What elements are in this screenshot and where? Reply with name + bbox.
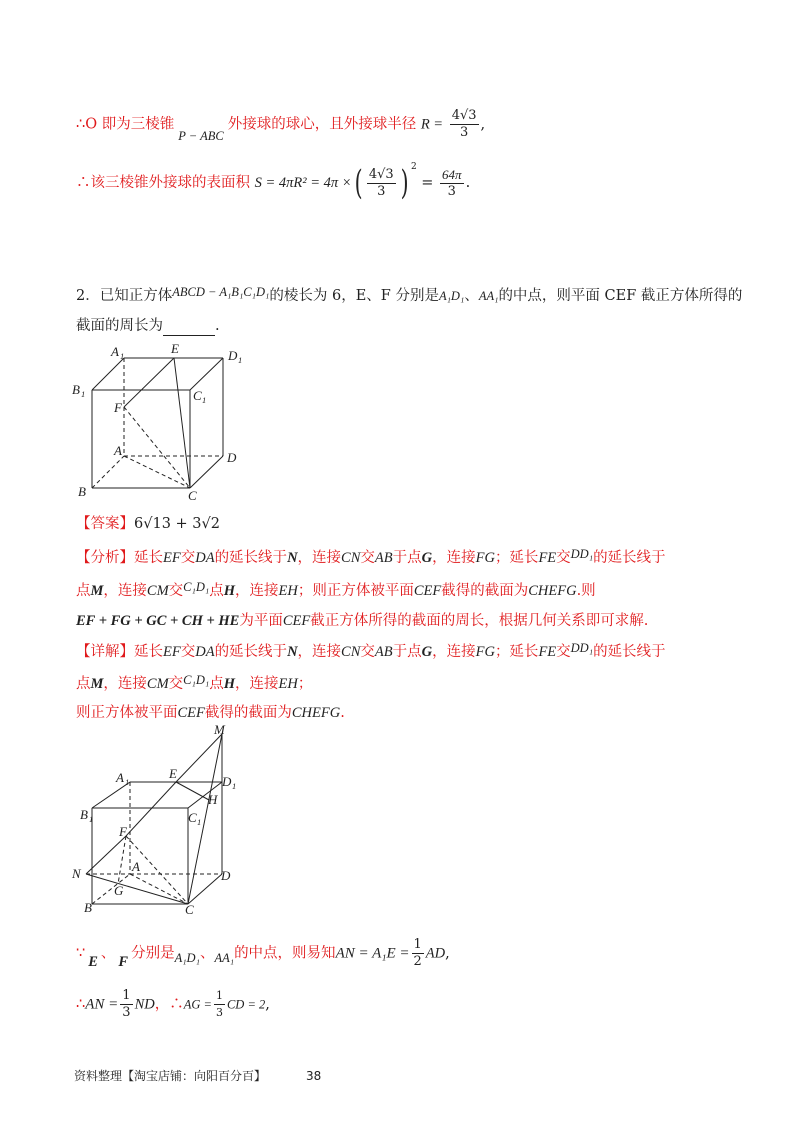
inline-text: 则正方体被平面 — [76, 705, 178, 721]
label-A1: A — [116, 770, 124, 785]
denominator: 3 — [447, 183, 456, 199]
inline-text: AB — [374, 644, 393, 660]
inline-text: 为平面 — [239, 613, 283, 629]
label-A1-sub: 1 — [125, 777, 130, 787]
inline-text: FE — [538, 644, 557, 660]
punct: , — [480, 116, 486, 133]
label-B: B — [78, 484, 86, 499]
inline-text: FG — [475, 644, 495, 660]
inline-text: M — [90, 676, 104, 692]
label-A: A — [114, 443, 122, 458]
inline-text: EF — [163, 644, 181, 660]
denominator: 3 — [459, 125, 469, 140]
label-B1: B — [80, 807, 88, 822]
inline-text: EH — [278, 676, 298, 692]
inline-text: CM — [146, 676, 169, 692]
inline-text: CEF — [177, 705, 205, 721]
inline-text: , — [445, 945, 450, 962]
inline-text: DD₁ — [570, 641, 594, 655]
inline-text: AD — [425, 945, 446, 962]
analysis-line2 — [76, 581, 596, 601]
inline-text: DD₁ — [570, 547, 594, 561]
label-B1-sub: 1 — [89, 814, 94, 824]
label-B1: B — [72, 382, 80, 397]
radius-symbol: R = — [420, 116, 444, 133]
inline-text: EF — [163, 550, 181, 566]
therefore-symbol: ∴ — [76, 996, 86, 1013]
label-C1-sub: 1 — [202, 395, 207, 405]
text: ∴O 即为三棱锥 — [76, 116, 175, 133]
footer-text: 资料整理【淘宝店铺：向阳百分百】 — [74, 1069, 267, 1083]
label-F: F — [119, 824, 127, 839]
inline-text: ，连接 — [432, 644, 476, 660]
inline-text: 1 — [214, 988, 225, 1005]
label-C1: C — [193, 388, 202, 403]
inline-text: 点 — [76, 676, 91, 692]
label-A1-sub: 1 — [120, 351, 125, 361]
right-paren: ) — [400, 163, 409, 203]
inline-text: N — [287, 644, 298, 660]
inline-text: 交 — [556, 550, 571, 566]
paren-fraction — [367, 167, 396, 200]
inline-text: 的延长线于 — [214, 644, 288, 660]
inline-text: H — [223, 676, 235, 692]
text: 截面的周长为 — [76, 318, 163, 334]
inline-text: 于点 — [392, 550, 422, 566]
label-C1-sub: 1 — [197, 817, 202, 827]
label-D1-sub: 1 — [238, 355, 243, 365]
inline-text: EH — [278, 583, 298, 599]
page-footer — [74, 1067, 321, 1084]
label-C: C — [188, 488, 197, 503]
inline-text: E — [88, 953, 98, 970]
label-C: C — [185, 902, 194, 917]
inline-text: DA — [195, 644, 215, 660]
inline-text: CD = 2 — [226, 997, 266, 1012]
inline-text: ，∴ — [154, 996, 184, 1013]
inline-text: 交 — [168, 583, 184, 599]
cube-name: ABCD − A₁B₁C₁D₁ — [172, 285, 270, 299]
inline-text: 截得的截面为 — [204, 705, 292, 721]
punct: . — [215, 318, 220, 334]
solution-line-center — [76, 108, 485, 141]
segment-nc — [86, 874, 188, 904]
label-D1: D — [222, 774, 232, 789]
inline-text: ，连接 — [235, 583, 279, 599]
because-symbol: ∵ — [76, 945, 86, 962]
denominator: 3 — [377, 183, 386, 199]
cube-figure-2 — [66, 724, 266, 920]
segment-fe — [126, 782, 176, 836]
detail-line1 — [76, 642, 666, 662]
label-B: B — [84, 900, 92, 915]
numerator: 4√3 — [451, 108, 477, 123]
segment-ac — [124, 456, 190, 488]
answer-tag: 【答案】 — [76, 516, 134, 532]
inline-text: 1 — [122, 988, 131, 1003]
inline-text: AN = A₁E = — [335, 945, 410, 962]
inline-text: DA — [195, 550, 215, 566]
inline-text: ； — [297, 676, 313, 692]
detail-line2 — [76, 674, 312, 694]
segment-fg — [118, 836, 126, 884]
punct: . — [465, 175, 471, 191]
edge-a1d1: A₁D₁ — [438, 289, 465, 303]
inline-text: ；延长 — [494, 550, 539, 566]
inline-text: G — [421, 550, 433, 566]
tetrahedron-name: P − ABC — [178, 128, 224, 143]
inline-text: F — [118, 953, 129, 970]
inline-text: 点 — [209, 583, 224, 599]
inline-text: 点 — [76, 583, 91, 599]
inline-text: ，连接 — [235, 676, 279, 692]
page-number: 38 — [306, 1069, 322, 1083]
label-G: G — [114, 883, 124, 898]
reason-line — [76, 937, 450, 970]
numerator: 64π — [442, 166, 462, 182]
label-E: E — [169, 766, 177, 781]
cube-figure-1 — [66, 338, 266, 508]
inline-text: 延长 — [134, 644, 163, 660]
inline-text: ，连接 — [297, 644, 342, 660]
inline-text: 交 — [360, 550, 375, 566]
segment-fe — [124, 358, 174, 407]
question-2-line2 — [76, 316, 220, 336]
label-D1: D — [228, 348, 238, 363]
inline-text: CN — [341, 644, 361, 660]
result-fraction — [440, 167, 464, 200]
hidden-edge — [92, 874, 130, 904]
analysis-line3 — [76, 611, 648, 631]
inline-text: ，连接 — [432, 550, 476, 566]
half-fraction — [412, 937, 424, 970]
inline-text: CM — [146, 583, 169, 599]
inline-text: C₁D₁ — [183, 580, 210, 594]
inline-text: CHEFG — [291, 705, 341, 721]
radius-fraction — [450, 108, 479, 141]
inline-text: A₁D₁ — [174, 950, 200, 965]
inline-text: 截正方体所得的截面的周长，根据几何关系即可求解. — [310, 613, 649, 629]
edge — [92, 358, 124, 390]
label-N: N — [72, 866, 81, 881]
inline-text: 的延长线于 — [593, 644, 666, 660]
therefore-line — [76, 988, 270, 1021]
inline-text: AA₁ — [214, 950, 235, 965]
solution-line-area — [76, 162, 471, 203]
inline-text: 交 — [360, 644, 375, 660]
edge — [190, 456, 223, 488]
inline-text: AN = — [85, 996, 119, 1013]
inline-text: FE — [538, 550, 557, 566]
inline-text: ，连接 — [103, 676, 147, 692]
inline-text: 分别是 — [131, 945, 175, 962]
inline-text: M — [90, 583, 104, 599]
third-fraction — [120, 988, 132, 1021]
sep: 、 — [464, 288, 479, 304]
inline-text: . — [340, 705, 345, 721]
analysis-line1 — [76, 548, 666, 568]
inline-text: 延长 — [134, 550, 163, 566]
inline-text: ，连接 — [297, 550, 342, 566]
inline-text: , — [265, 996, 270, 1013]
inline-text: AB — [374, 550, 393, 566]
area-expression: S = 4πR² = 4π × — [254, 175, 352, 191]
segment-fc — [124, 407, 190, 488]
analysis-tag: 【分析】 — [76, 550, 134, 566]
inline-text: ；则正方体被平面 — [297, 583, 414, 599]
label-D: D — [227, 450, 237, 465]
detail-line3 — [76, 703, 345, 723]
inline-text: ；延长 — [494, 644, 539, 660]
question-2-line1 — [76, 286, 742, 306]
label-C1: C — [188, 810, 197, 825]
inline-text: CHEFG — [528, 583, 577, 599]
text: 的中点，则平面 CEF 截正方体所得的 — [498, 288, 743, 304]
text: 的棱长为 6，E、F 分别是 — [269, 288, 439, 304]
inline-text: 、 — [199, 945, 215, 962]
inline-text: 于点 — [392, 644, 422, 660]
inline-text: 点 — [209, 676, 224, 692]
inline-text: CN — [341, 550, 361, 566]
numerator: 4√3 — [368, 166, 394, 182]
label-D: D — [221, 868, 231, 883]
edge — [190, 358, 223, 390]
label-D1-sub: 1 — [232, 781, 237, 791]
third-fraction-2 — [214, 988, 225, 1021]
inline-text: C₁D₁ — [183, 673, 210, 687]
segment-eh — [176, 782, 209, 800]
text: 外接球的球心，且外接球半径 — [227, 116, 417, 133]
exponent: 2 — [410, 162, 417, 173]
label-F: F — [114, 400, 122, 415]
inline-text: 截得的截面为 — [441, 583, 529, 599]
inline-text: 3 — [122, 1005, 131, 1020]
inline-text: 的延长线于 — [214, 550, 288, 566]
inline-text: 、 — [100, 945, 116, 962]
inline-text: H — [223, 583, 235, 599]
answer-blank — [163, 321, 215, 336]
segment-ec — [174, 358, 190, 488]
inline-text: 交 — [180, 644, 196, 660]
question-number: 2．已知正方体 — [76, 288, 173, 304]
inline-text: CEF — [282, 613, 311, 629]
answer-line — [76, 514, 220, 534]
inline-text: 1 — [413, 937, 422, 952]
text: ∴该三棱锥外接球的表面积 — [76, 175, 250, 191]
label-B1-sub: 1 — [81, 389, 86, 399]
inline-text: ND — [134, 996, 155, 1013]
inline-text: 的延长线于 — [593, 550, 666, 566]
inline-text: N — [287, 550, 298, 566]
inline-text: 交 — [180, 550, 196, 566]
left-paren: ( — [354, 163, 363, 203]
inline-text: .则 — [576, 583, 596, 599]
inline-text: G — [421, 644, 433, 660]
inline-text: ，连接 — [103, 583, 147, 599]
inline-text: 2 — [413, 954, 422, 969]
hidden-edge — [92, 456, 124, 488]
inline-text: 3 — [215, 1006, 223, 1019]
detail-tag: 【详解】 — [76, 644, 134, 660]
segment-em — [176, 734, 222, 782]
inline-text: 的中点，则易知 — [234, 945, 336, 962]
inline-text: 交 — [168, 676, 184, 692]
answer-value: 6√13 + 3√2 — [134, 516, 220, 532]
inline-text: EF + FG + GC + CH + HE — [76, 613, 240, 629]
inline-text: FG — [475, 550, 495, 566]
equals: = — [421, 175, 434, 191]
label-A: A — [132, 859, 140, 874]
inline-text: 交 — [556, 644, 571, 660]
inline-text: CEF — [413, 583, 442, 599]
label-E: E — [171, 341, 179, 356]
label-M: M — [214, 724, 225, 737]
edge-aa1: AA₁ — [478, 289, 499, 303]
label-A1: A — [111, 344, 119, 359]
inline-text: AG = — [183, 997, 212, 1012]
label-H: H — [208, 792, 218, 807]
